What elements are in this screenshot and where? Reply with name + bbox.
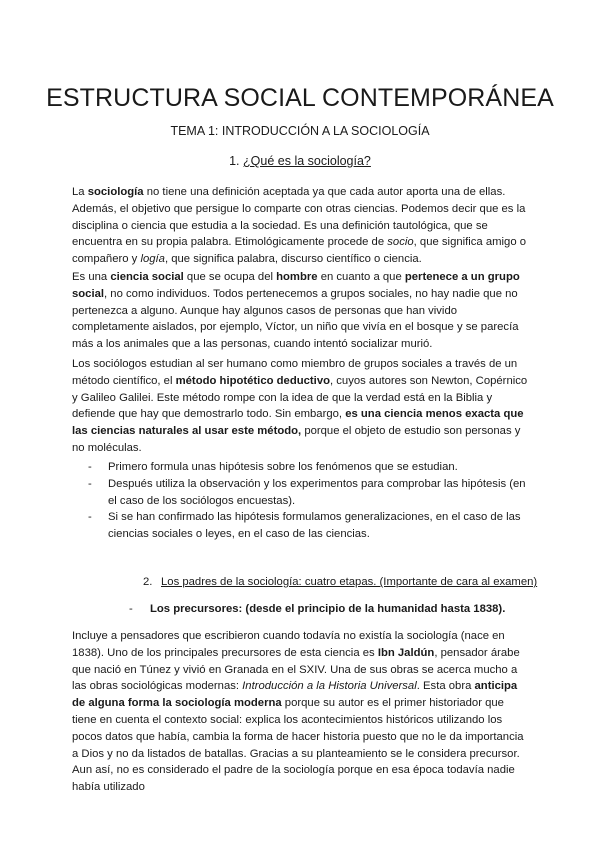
paragraph-4: Incluye a pensadores que escribieron cuando todavía no existía la sociología (nace en 1838). Uno de los principales precursores de esta ciencia es Ibn Jaldún, pensador árabe que nació en Túnez y vivió en Granada en el SXIV. Una de sus obras se acerca mucho a las obras sociológicas modernas: Introducción a la Historia Universal. Esta obra anticipa de alguna forma la sociología moderna porque su autor es el primer historiador que tiene en cuenta el contexto social: explica los acontecimientos históricos utilizando los pocos datos que había, cambia la forma de hacer historia puesto que no le da importancia a Dios y no da listados de batallas. Gracias a su planteamiento se le considera precursor. Aun así, no es considerado el padre de la sociología porque en esa época todavía nadie había utilizado bbox=[72, 630, 524, 794]
document-title: ESTRUCTURA SOCIAL CONTEMPORÁNEA bbox=[46, 84, 554, 112]
list-item: - Primero formula unas hipótesis sobre los fenómenos que se estudian. bbox=[88, 459, 528, 476]
list-item: - Después utiliza la observación y los experimentos para comprobar las hipótesis (en el caso de los sociólogos encuestas). bbox=[88, 476, 528, 510]
subsection-heading bbox=[129, 603, 505, 615]
list-item: - Si se han confirmado las hipótesis formulamos generalizaciones, en el caso de las ciencias sociales o leyes, en el caso de las ciencias. bbox=[88, 509, 528, 543]
section-2-heading bbox=[143, 576, 537, 588]
method-steps-list bbox=[88, 459, 528, 543]
subsection-title: Los precursores: (desde el principio de la humanidad hasta 1838). bbox=[150, 603, 506, 615]
topic-subtitle: TEMA 1: INTRODUCCIÓN A LA SOCIOLOGÍA bbox=[170, 124, 430, 138]
section-2-number: 2. bbox=[143, 576, 153, 588]
section-1-number: 1. bbox=[229, 154, 240, 168]
section-2-title: Los padres de la sociología: cuatro etapas. (Importante de cara al examen) bbox=[161, 576, 538, 588]
paragraph-3: Los sociólogos estudian al ser humano como miembro de grupos sociales a través de un método científico, el método hipotético deductivo, cuyos autores son Newton, Copérnico y Galileo Galilei. Este método rompe con la idea de que la verdad está en la Biblia y defiende que hay que demostrarlo todo. Sin embargo, es una ciencia menos exacta que las ciencias naturales al usar este método, porque el objeto de estudio son personas y no moléculas. bbox=[72, 358, 528, 454]
section-1-title: ¿Qué es la sociología? bbox=[243, 154, 371, 168]
paragraph-2: Es una ciencia social que se ocupa del hombre en cuanto a que pertenece a un grupo social, no como individuos. Todos pertenecemos a grupos sociales, no hay nadie que no pertenezca a alguno. Aunque hay algunos casos de personas que han vivido completamente aislados, por ejemplo, Víctor, un niño que vivía en el bosque y se parecía más a los animales que a las personas, cuando intentó socializar murió. bbox=[72, 271, 520, 351]
subsection-dash: - bbox=[129, 603, 133, 615]
paragraph-1: La sociología no tiene una definición aceptada ya que cada autor aporta una de ellas. Además, el objetivo que persigue lo comparte con otras ciencias. Podemos decir que es la disciplina o ciencia que estudia a la sociedad. Es una definición tautológica, que se encuentra en su propia palabra. Etimológicamente procede de socio, que significa amigo o compañero y logía, que significa palabra, discurso científico o ciencia. bbox=[72, 186, 527, 266]
section-1-heading bbox=[0, 154, 600, 168]
